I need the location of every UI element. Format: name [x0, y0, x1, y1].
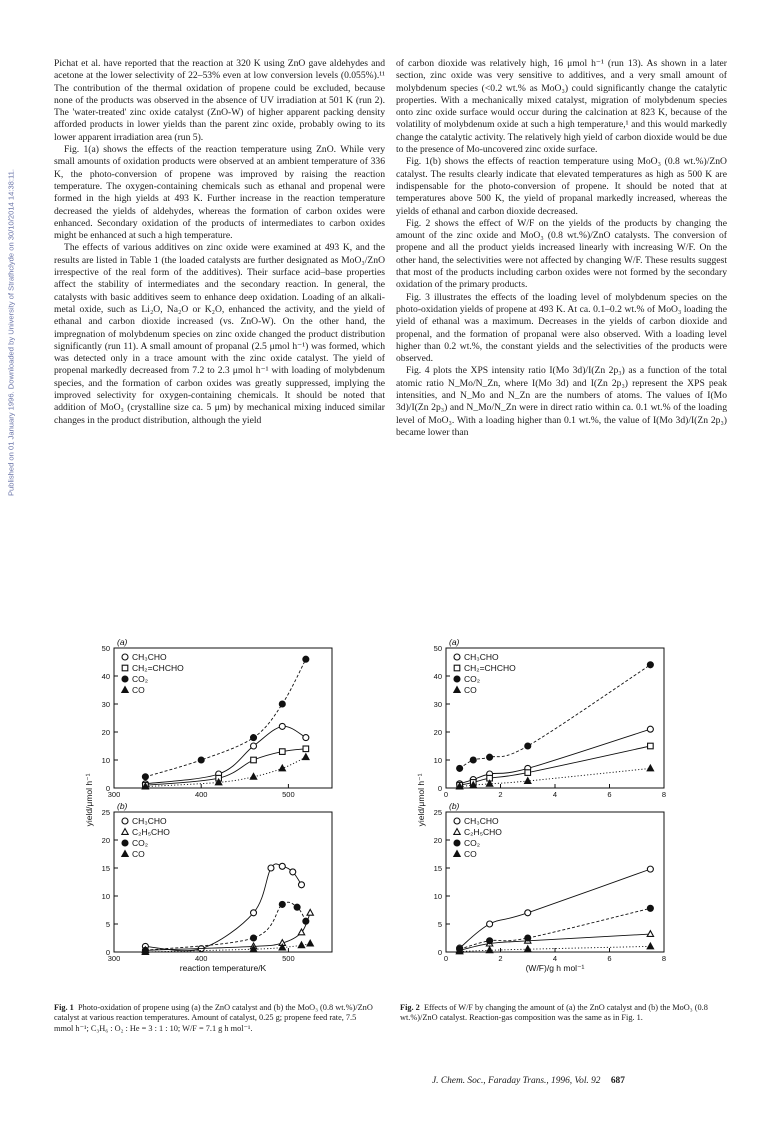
data-point: [298, 942, 304, 948]
panel-label: (a): [117, 637, 128, 647]
data-point: [294, 904, 300, 910]
y-tick-label: 50: [101, 644, 110, 653]
legend-marker: [122, 665, 128, 671]
data-point: [290, 869, 296, 875]
journal-citation: J. Chem. Soc., Faraday Trans., 1996, Vol. 92: [432, 1076, 601, 1086]
x-tick-label: 6: [607, 954, 612, 963]
paragraph: Fig. 4 plots the XPS intensity ratio I(Mo 3d)/I(Zn 2p₃) as a function of the total atomic ratio N_Mo/N_Zn, where I(Mo 3d) and I(Zn 2p₃) represent the XPS peak intensities, and N_Mo and N_Zn are the numbers of atoms. The values of I(Mo 3d)/I(Zn 2p₃) and N_Mo/N_Zn were in direct ratio within ca. 0.1 wt.% of the loading level of MoO₃. With a loading higher than 0.1 wt.%, the value of I(Mo 3d)/I(Zn 2p₃) became lower than: [396, 365, 727, 438]
legend-entry: CO: [132, 685, 145, 695]
y-tick-label: 15: [101, 864, 110, 873]
data-point: [457, 765, 463, 771]
y-tick-label: 40: [433, 672, 442, 681]
legend-entry: C₂H₅CHO: [132, 827, 170, 837]
y-axis-label: yield/μmol h⁻¹: [416, 773, 426, 827]
legend-marker: [122, 654, 128, 660]
y-tick-label: 10: [101, 892, 110, 901]
x-axis-label: reaction temperature/K: [179, 963, 267, 973]
data-point: [303, 656, 309, 662]
data-point: [647, 662, 653, 668]
data-point: [303, 918, 309, 924]
y-tick-label: 0: [105, 948, 110, 957]
legend-entry: CO₂: [464, 838, 481, 848]
y-tick-label: 50: [433, 644, 442, 653]
y-tick-label: 10: [433, 756, 442, 765]
figure-2: [402, 636, 702, 974]
x-tick-label: 0: [443, 954, 449, 963]
y-tick-label: 5: [105, 920, 110, 929]
legend-entry: CO: [464, 849, 477, 859]
data-point: [251, 743, 257, 749]
x-tick-label: 300: [107, 954, 121, 963]
legend-marker: [122, 687, 128, 693]
data-point: [303, 746, 309, 752]
legend-marker: [122, 851, 128, 857]
data-point: [647, 905, 653, 911]
y-tick-label: 20: [101, 728, 110, 737]
data-point: [647, 931, 653, 937]
x-tick-label: 500: [282, 954, 295, 963]
x-tick-label: 500: [282, 790, 295, 799]
caption-label: Fig. 2: [400, 1003, 420, 1012]
data-point: [648, 743, 654, 749]
x-tick-label: 300: [107, 790, 121, 799]
left-column: [54, 58, 385, 427]
data-point: [251, 757, 257, 763]
x-axis-label: (W/F)/g h mol⁻¹: [525, 963, 585, 973]
data-point: [279, 749, 285, 755]
y-tick-label: 30: [101, 700, 110, 709]
chart-panel: [102, 801, 332, 973]
data-point: [142, 774, 148, 780]
data-point: [251, 935, 257, 941]
chart-panel: [102, 637, 332, 799]
legend-entry: CH₃CHO: [132, 816, 167, 826]
x-tick-label: 0: [443, 790, 449, 799]
data-point: [279, 723, 285, 729]
x-tick-label: 6: [607, 790, 612, 799]
data-point: [525, 770, 531, 776]
legend-marker: [122, 840, 128, 846]
y-tick-label: 20: [433, 728, 442, 737]
download-note-text: Published on 01 January 1996. Downloaded by University of Strathclyde on 30/10/2014 14:38:11.: [6, 168, 16, 497]
data-point: [279, 863, 285, 869]
legend-marker: [454, 829, 460, 835]
paragraph: Fig. 3 illustrates the effects of the loading level of molybdenum species on the photo-oxidation yields of propene at 493 K. At ca. 0.1–0.2 wt.% of MoO₃ loading the yield of ethanal was a maximum. Decreases in the yields of carbon dioxide and propenal, and the formation of propanal were also observed. With a loading level higher than 0.2 wt.%, the constant yields and the selectivities of the products were observed.: [396, 291, 727, 365]
data-point: [307, 909, 313, 915]
caption-text: Photo-oxidation of propene using (a) the ZnO catalyst and (b) the MoO₃ (0.8 wt.%)/ZnO catalyst at various reaction temperatures. Amount of catalyst, 0.25 g; propene feed rate, 7.5 mmol h⁻¹; C₃H₆ : O₂ : He = 3 : 1 : 10; W/F = 7.1 g h mol⁻¹.: [54, 1003, 373, 1033]
y-tick-label: 40: [101, 672, 110, 681]
caption-label: Fig. 1: [54, 1003, 74, 1012]
y-tick-label: 25: [101, 808, 110, 817]
data-point: [250, 773, 256, 779]
legend-marker: [454, 851, 460, 857]
chart-panel: [434, 637, 666, 799]
data-point: [251, 735, 257, 741]
data-point: [303, 735, 309, 741]
series-line: [460, 665, 651, 769]
y-tick-label: 0: [437, 948, 442, 957]
data-point: [487, 938, 493, 944]
legend-entry: CH₃CHO: [464, 816, 499, 826]
series-line: [145, 864, 301, 951]
legend-entry: CO: [132, 849, 145, 859]
x-tick-label: 400: [194, 790, 208, 799]
chart-panel: [434, 801, 666, 973]
legend-marker: [454, 676, 460, 682]
data-point: [198, 757, 204, 763]
data-point: [303, 754, 309, 760]
y-tick-label: 25: [433, 808, 442, 817]
legend-marker: [454, 654, 460, 660]
x-tick-label: 2: [498, 954, 503, 963]
x-tick-label: 2: [498, 790, 503, 799]
x-tick-label: 8: [661, 790, 667, 799]
legend-entry: CH₃CHO: [132, 652, 167, 662]
y-tick-label: 5: [437, 920, 442, 929]
caption-text: Effects of W/F by changing the amount of (a) the ZnO catalyst and (b) the MoO₃ (0.8 wt.%)/ZnO catalyst. Reaction-gas composition was the same as in Fig. 1.: [400, 1003, 708, 1023]
legend-marker: [122, 829, 128, 835]
figure-1: [70, 636, 370, 974]
legend-marker: [454, 840, 460, 846]
data-point: [525, 935, 531, 941]
paragraph: Fig. 2 shows the effect of W/F on the yields of the products by changing the amount of the zinc oxide and MoO₃ (0.8 wt.%)/ZnO catalysts. The conversion of propene and all the product yields increased linearly with increasing W/F. On the other hand, the selectivities were not affected by changing W/F. These results suggest that most of the products including carbon oxides were not formed by the secondary oxidation of the primary products.: [396, 217, 727, 291]
data-point: [647, 765, 653, 771]
page-number: 687: [610, 1076, 625, 1086]
x-tick-label: 8: [661, 954, 667, 963]
legend-entry: CH₂=CHCHO: [464, 663, 516, 673]
legend-entry: CO₂: [464, 674, 481, 684]
data-point: [487, 754, 493, 760]
panel-label: (a): [449, 637, 460, 647]
data-point: [251, 910, 257, 916]
legend-marker: [454, 818, 460, 824]
x-tick-label: 4: [552, 790, 558, 799]
data-point: [279, 701, 285, 707]
y-axis-label: yield/μmol h⁻¹: [84, 773, 94, 827]
legend-entry: CO₂: [132, 674, 149, 684]
data-point: [279, 901, 285, 907]
legend-entry: CO₂: [132, 838, 149, 848]
panel-label: (b): [449, 801, 460, 811]
x-tick-label: 400: [194, 954, 208, 963]
y-tick-label: 20: [101, 836, 110, 845]
panel-label: (b): [117, 801, 128, 811]
y-tick-label: 0: [105, 784, 110, 793]
y-tick-label: 0: [437, 784, 442, 793]
data-point: [268, 865, 274, 871]
series-line: [145, 726, 305, 784]
legend-entry: CH₂=CHCHO: [132, 663, 184, 673]
legend-entry: CO: [464, 685, 477, 695]
y-tick-label: 20: [433, 836, 442, 845]
legend-entry: CH₃CHO: [464, 652, 499, 662]
right-column: [396, 58, 727, 439]
legend-marker: [454, 665, 460, 671]
legend-marker: [122, 818, 128, 824]
data-point: [487, 921, 493, 927]
paragraph: of carbon dioxide was relatively high, 16 μmol h⁻¹ (run 13). As shown in a later section, zinc oxide was very sensitive to additives, and a very small amount of molybdenum species (<0.2 wt.% as MoO₃) could significantly change the catalytic properties. With a mechanically mixed catalyst, migration of molybdenum species onto zinc oxide surface would occur during the calcination at 823 K, because of the volatility of molybdenum oxide at such a high temperature,¹ and this would markedly change the catalytic activity. The relatively high yield of carbon dioxide would be due to the presence of Mo-uncovered zinc oxide surface.: [396, 58, 727, 156]
legend-marker: [122, 676, 128, 682]
y-tick-label: 10: [101, 756, 110, 765]
x-tick-label: 4: [552, 954, 558, 963]
download-note: [4, 40, 18, 630]
series-line: [460, 869, 651, 948]
legend-marker: [454, 687, 460, 693]
data-point: [647, 726, 653, 732]
paragraph: The effects of various additives on zinc oxide were examined at 493 K, and the results are listed in Table 1 (the loaded catalysts are further designated as MoO₃/ZnO irrespective of the real form of the additives). Their surface acid–base properties affect the stability of intermediates and the secondary reaction. In general, the catalysts with basic additives seem to enhance deep oxidation. Loading of an alkali-metal oxide, such as Li₂O, Na₂O or K₂O, enhanced the activity, and the yield of ethanal and carbon dioxide increased (vs. ZnO-W). On the other hand, the impregnation of molybdenum species on zinc oxide changed the product distribution significantly (run 11). A small amount of propanal (2.5 μmol h⁻¹) was formed, which was detected only in a trace amount with the zinc oxide catalyst. The yield of propenal markedly decreased from 7.2 to 2.3 μmol h⁻¹ with loading of molybdenum species, and the formation of carbon oxides was greatly suppressed, implying the improved selectivity for oxygen-containing chemicals. It should be noted that addition of MoO₃ (crystalline size ca. 5 μm) by mechanical mixing induced similar changes in the product distribution, although the yield: [54, 242, 385, 426]
data-point: [647, 866, 653, 872]
page-footer: [432, 1076, 625, 1086]
data-point: [307, 940, 313, 946]
legend-entry: C₂H₅CHO: [464, 827, 502, 837]
data-point: [298, 882, 304, 888]
data-point: [470, 757, 476, 763]
paragraph: Fig. 1(b) shows the effects of reaction temperature using MoO₃ (0.8 wt.%)/ZnO catalyst. The results clearly indicate that elevated temperatures as high as 500 K are indispensable for the photo-conversion of propene. It should be noted that at temperatures above 500 K, the yield of propanal markedly increased, whereas the yields of ethanal and carbon dioxide decreased.: [396, 156, 727, 217]
y-tick-label: 30: [433, 700, 442, 709]
data-point: [647, 943, 653, 949]
paragraph: Fig. 1(a) shows the effects of the reaction temperature using ZnO. While very small amounts of oxidation products were observed at an ambient temperature of 336 K, the photo-conversion of propene was improved by raising the reaction temperature. The oxygen-containing chemicals such as ethanal and propenal were formed in the high yields at 493 K. Further increase in the reaction temperature decreased the yields of aldehydes, whereas the formation of carbon oxides were enhanced. Secondary oxidation of the products of intermediates to carbon oxides might be enhanced at such a high temperature.: [54, 144, 385, 242]
figure-1-caption: [54, 1003, 374, 1034]
series-line: [145, 757, 305, 786]
y-tick-label: 10: [433, 892, 442, 901]
series-line: [145, 659, 305, 777]
data-point: [525, 743, 531, 749]
paragraph: Pichat et al. have reported that the reaction at 320 K using ZnO gave aldehydes and acetone at the lower selectivity of 22–53% even at low conversion levels (0.055%).¹¹ The contribution of the thermal oxidation of propene could be excluded, because none of the products was observed in the absence of UV irradiation at 501 K (run 2). The 'water-treated' zinc oxide catalyst (ZnO-W) of higher apparent packing density afforded products in lower yields than the parent zinc oxide, probably owing to its lower apparent irradiation area (run 5).: [54, 58, 385, 143]
data-point: [525, 910, 531, 916]
y-tick-label: 15: [433, 864, 442, 873]
figure-2-caption: [400, 1003, 728, 1024]
